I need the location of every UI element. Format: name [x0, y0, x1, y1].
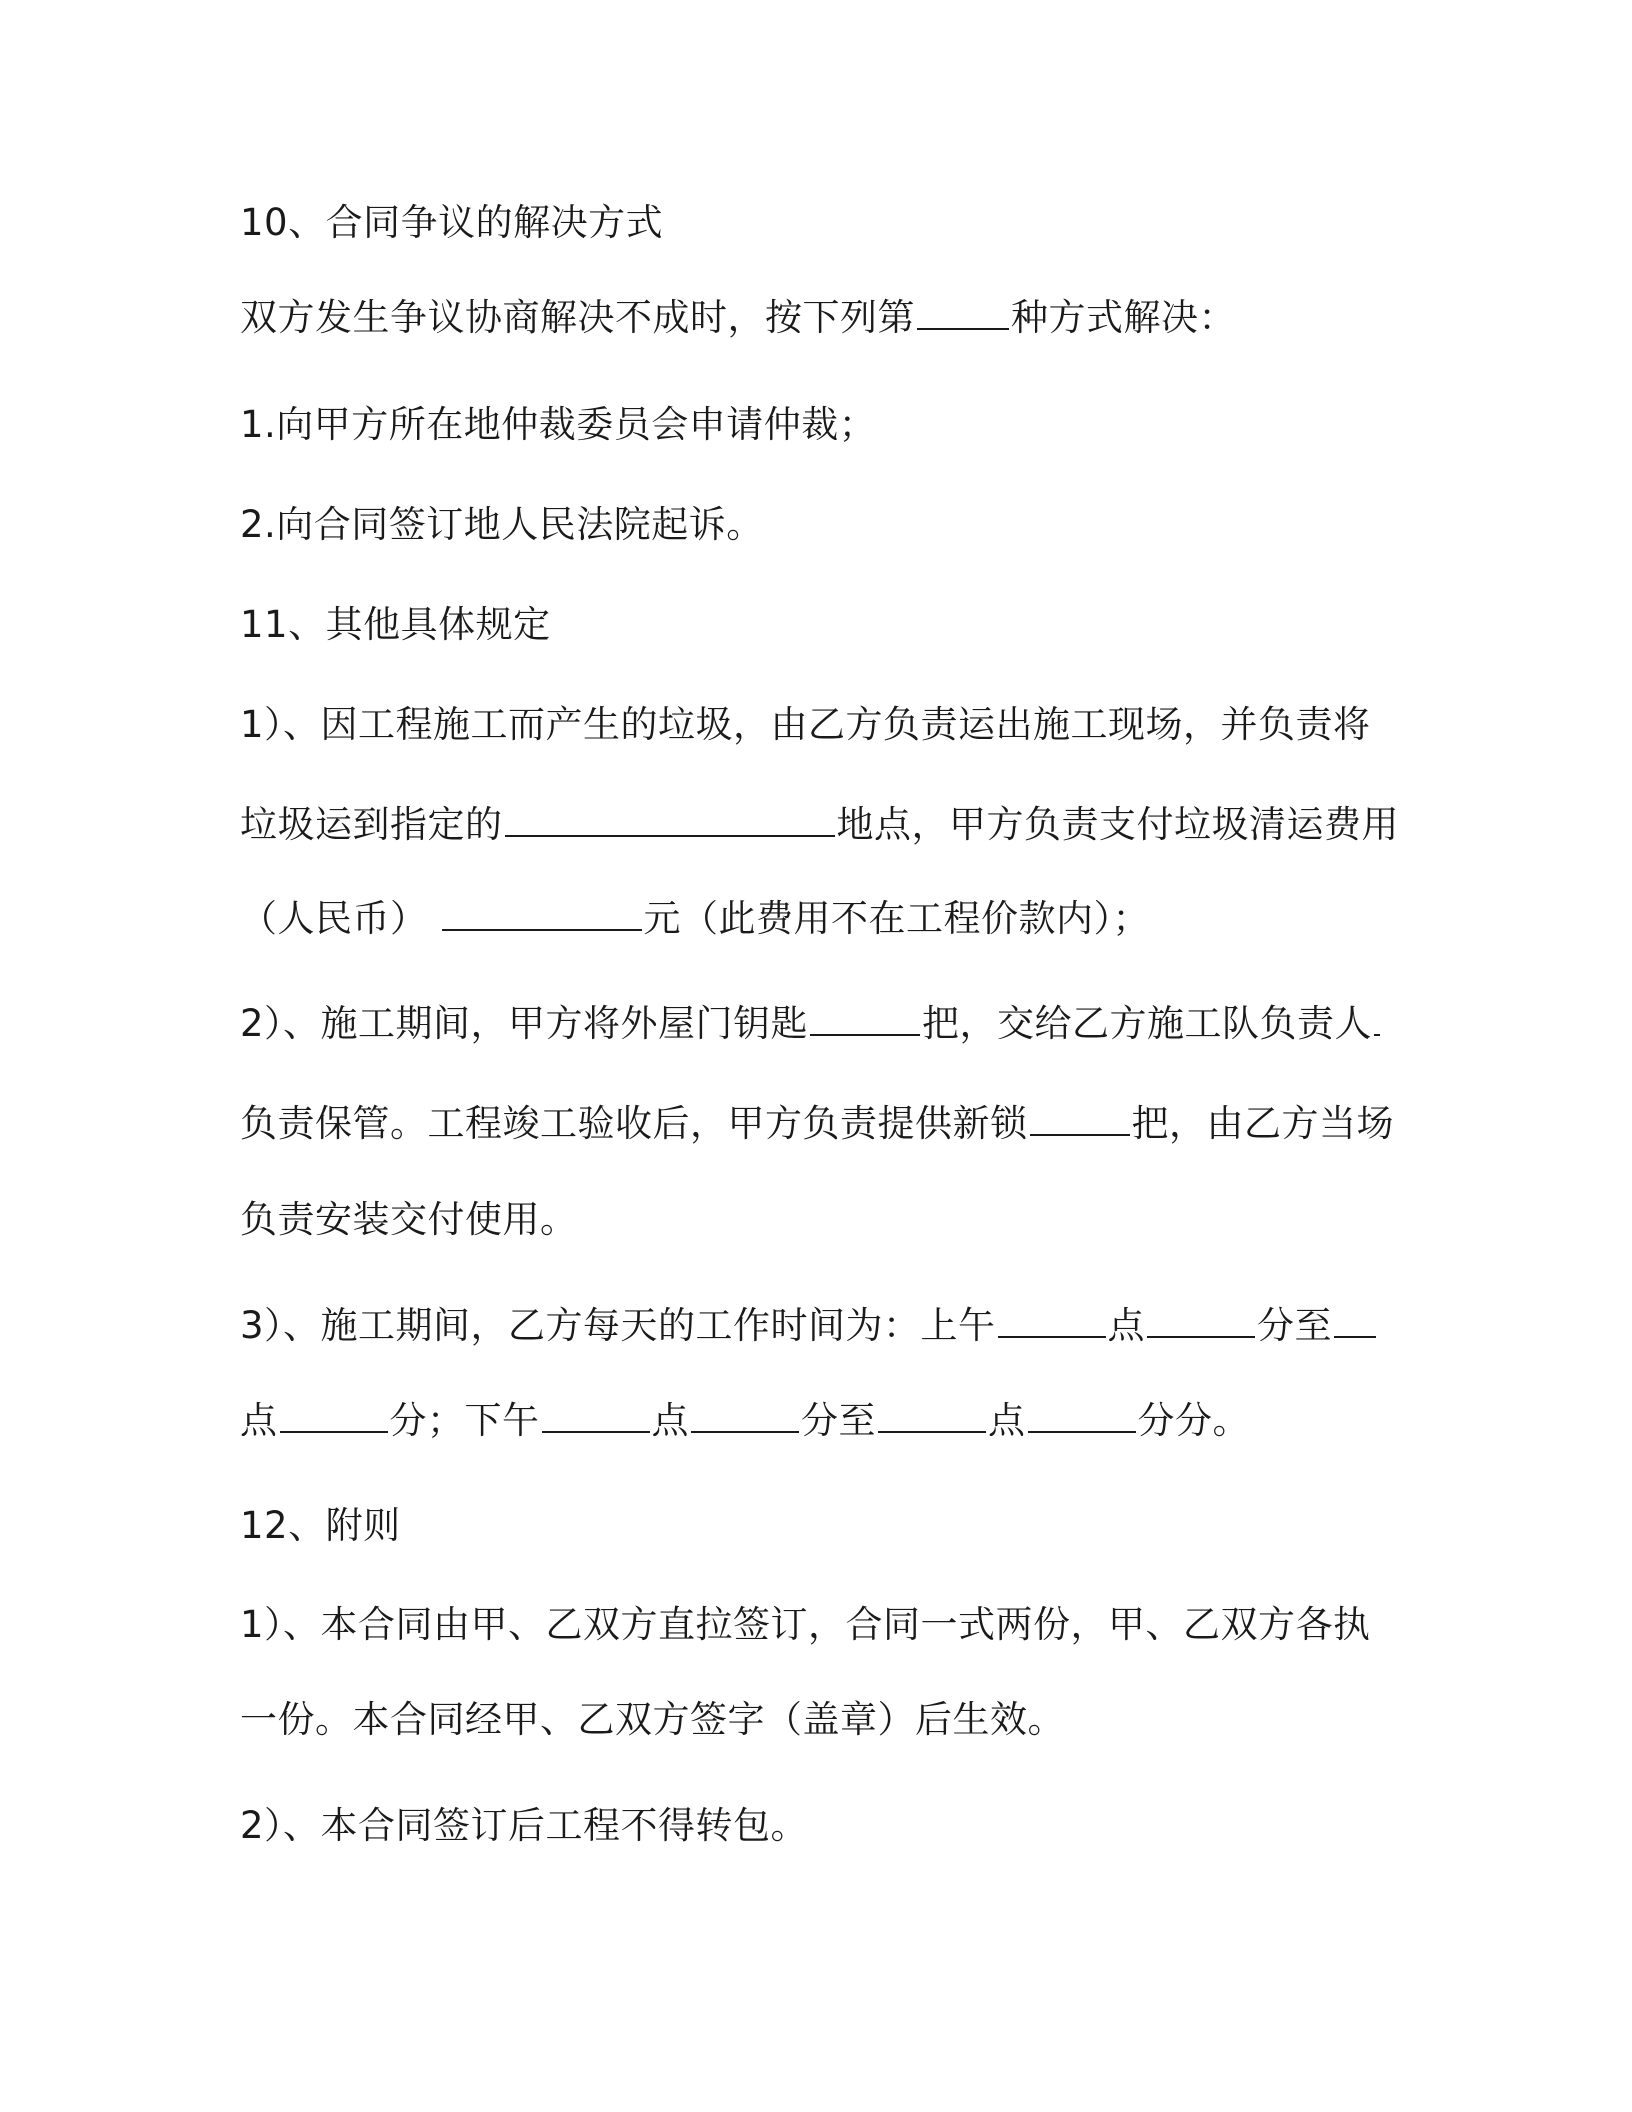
paragraph-text: 2）、本合同签订后工程不得转包。	[240, 1804, 809, 1847]
section-10-option-1	[240, 401, 876, 449]
section-11-item-3-line-1	[240, 1302, 1378, 1350]
paragraph-text: 点	[1107, 1304, 1146, 1347]
paragraph-text: 1）、因工程施工而产生的垃圾，由乙方负责运出施工现场，并负责将	[240, 703, 1371, 746]
paragraph-text: 双方发生争议协商解决不成时，按下列第	[240, 296, 915, 339]
paragraph-text: 点	[651, 1399, 689, 1442]
section-11-item-2-line-1	[240, 1000, 1382, 1048]
paragraph-text: 元（此费用不在工程价款内）；	[643, 897, 1150, 940]
fill-in-blank[interactable]	[505, 834, 835, 837]
section-10-option-2	[240, 501, 764, 549]
section-12-title-text: 12、附则	[240, 1504, 401, 1547]
section-11-item-2-line-2	[240, 1100, 1394, 1148]
paragraph-text: （人民币）	[240, 897, 428, 940]
fill-in-blank[interactable]	[1030, 1133, 1130, 1136]
fill-in-blank[interactable]	[1147, 1335, 1255, 1338]
section-12-item-1-line-2	[240, 1696, 1065, 1744]
paragraph-text: 负责保管。工程竣工验收后，甲方负责提供新锁	[240, 1102, 1028, 1145]
fill-in-blank[interactable]	[280, 1430, 388, 1433]
section-10-paragraph	[240, 294, 1236, 342]
section-10-title-text: 10、合同争议的解决方式	[240, 201, 664, 244]
section-11-item-1-line-2	[240, 801, 1399, 849]
fill-in-blank[interactable]	[442, 928, 642, 931]
paragraph-text: 垃圾运到指定的	[240, 803, 503, 846]
fill-in-blank[interactable]	[691, 1430, 799, 1433]
section-11-item-2-line-3	[240, 1196, 578, 1244]
option-text: 2.向合同签订地人民法院起诉。	[240, 503, 764, 546]
paragraph-text: 分；下午	[389, 1399, 540, 1442]
paragraph-text: 分分。	[1137, 1399, 1250, 1442]
option-text: 1.向甲方所在地仲裁委员会申请仲裁；	[240, 403, 877, 446]
paragraph-text: 1）、本合同由甲、乙双方直拉签订，合同一式两份，甲、乙双方各执	[240, 1603, 1371, 1646]
fill-in-blank[interactable]	[810, 1033, 920, 1036]
section-12-item-2	[240, 1802, 808, 1850]
fill-in-blank[interactable]	[1374, 1033, 1380, 1036]
fill-in-blank[interactable]	[1028, 1430, 1136, 1433]
paragraph-text: 3）、施工期间，乙方每天的工作时间为：上午	[240, 1304, 996, 1347]
paragraph-text: 地点，甲方负责支付垃圾清运费用	[836, 803, 1399, 846]
paragraph-text: 把，交给乙方施工队负责人	[922, 1002, 1373, 1045]
paragraph-text: 一份。本合同经甲、乙双方签字（盖章）后生效。	[240, 1698, 1065, 1741]
section-12-item-1-line-1	[240, 1601, 1371, 1649]
paragraph-text: 负责安装交付使用。	[240, 1198, 578, 1241]
paragraph-text: 把，由乙方当场	[1131, 1102, 1394, 1145]
paragraph-text: 分至	[801, 1399, 876, 1442]
section-10-title	[240, 199, 663, 247]
paragraph-text: 点	[988, 1399, 1026, 1442]
fill-in-blank[interactable]	[542, 1430, 650, 1433]
paragraph-text: 分至	[1257, 1304, 1333, 1347]
section-11-item-3-line-2	[240, 1397, 1250, 1445]
fill-in-blank[interactable]	[1334, 1335, 1376, 1338]
fill-in-blank[interactable]	[917, 327, 1009, 330]
paragraph-text: 点	[240, 1399, 278, 1442]
fill-in-blank[interactable]	[878, 1430, 986, 1433]
paragraph-text: 种方式解决：	[1011, 296, 1236, 339]
paragraph-text: 2）、施工期间，甲方将外屋门钥匙	[240, 1002, 809, 1045]
fill-in-blank[interactable]	[998, 1335, 1106, 1338]
section-11-item-1-line-1	[240, 701, 1371, 749]
section-11-title	[240, 601, 551, 649]
section-12-title	[240, 1502, 401, 1550]
section-11-item-1-line-3	[240, 895, 1150, 943]
section-11-title-text: 11、其他具体规定	[240, 603, 551, 646]
